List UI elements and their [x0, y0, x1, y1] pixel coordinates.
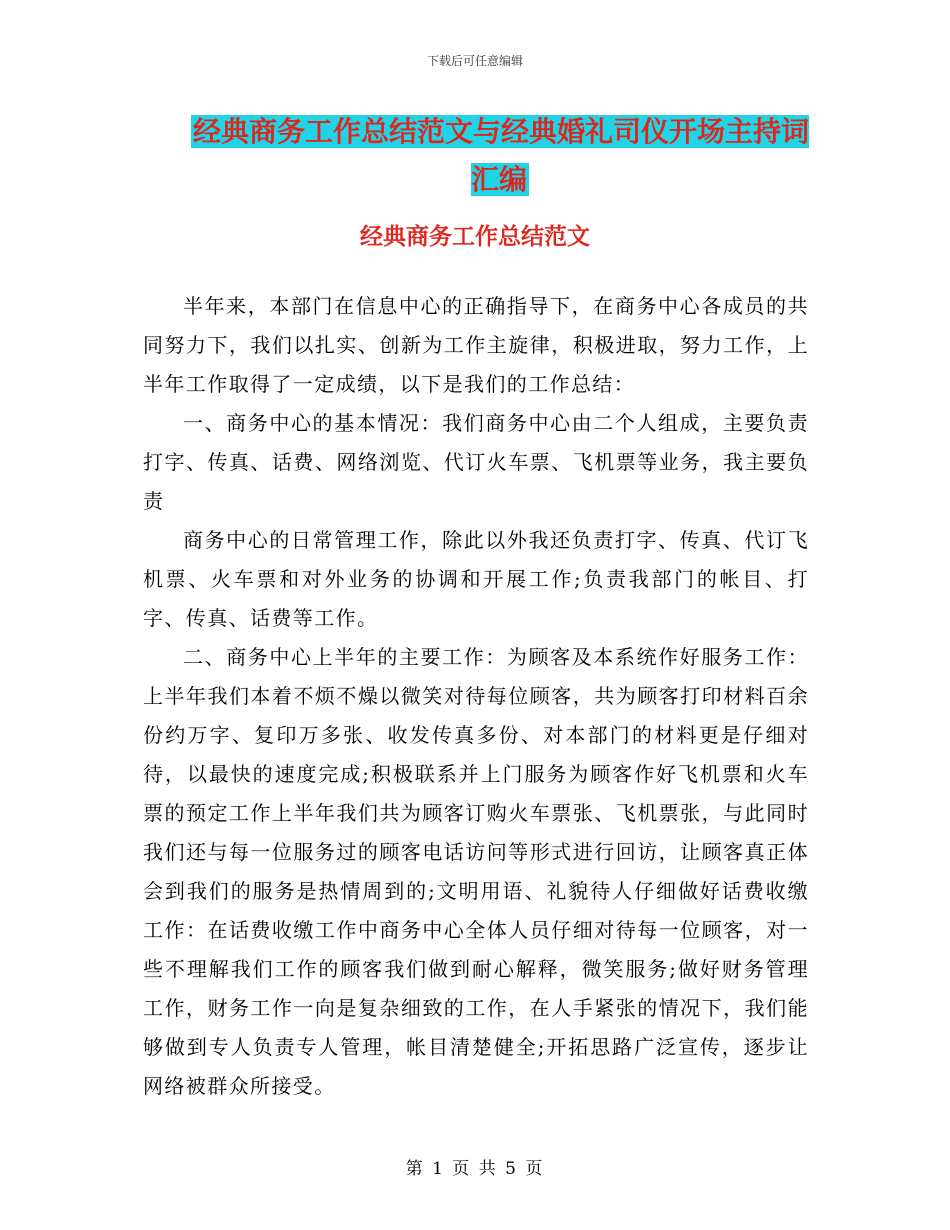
- paragraph: 二、商务中心上半年的主要工作：为顾客及本系统作好服务工作：上半年我们本着不烦不燥以微笑对待每位顾客，共为顾客打印材料百余份约万字、复印万多张、收发传真多份、对本部门的材料更是仔细对待，以最快的速度完成;积极联系并上门服务为顾客作好飞机票和火车票的预定工作上半年我们共为顾客订购火车票张、飞机票张，与此同时我们还与每一位服务过的顾客电话访问等形式进行回访，让顾客真正体会到我们的服务是热情周到的;文明用语、礼貌待人仔细做好话费收缴工作：在话费收缴工作中商务中心全体人员仔细对待每一位顾客，对一些不理解我们工作的顾客我们做到耐心解释，微笑服务;做好财务管理工作，财务工作一向是复杂细致的工作，在人手紧张的情况下，我们能够做到专人负责专人管理，帐目清楚健全;开拓思路广泛宣传，逐步让网络被群众所接受。: [143, 645, 809, 1098]
- document-title-text: 经典商务工作总结范文与经典婚礼司仪开场主持词汇编: [192, 115, 809, 196]
- page-footer: 第 1 页 共 5 页: [405, 1159, 545, 1179]
- paragraph: 商务中心的日常管理工作，除此以外我还负责打字、传真、代订飞机票、火车票和对外业务的协调和开展工作;负责我部门的帐目、打字、传真、话费等工作。: [143, 528, 809, 630]
- header-note: 下载后可任意编辑: [426, 54, 523, 68]
- section-title: 经典商务工作总结范文: [360, 224, 590, 250]
- paragraph: 半年来，本部门在信息中心的正确指导下，在商务中心各成员的共同努力下，我们以扎实、创新为工作主旋律，积极进取，努力工作，上半年工作取得了一定成绩，以下是我们的工作总结：: [143, 294, 809, 396]
- document-title: [190, 108, 810, 204]
- body-text: [143, 287, 809, 1106]
- paragraph: 一、商务中心的基本情况：我们商务中心由二个人组成，主要负责打字、传真、话费、网络浏览、代订火车票、飞机票等业务，我主要负责: [143, 411, 809, 513]
